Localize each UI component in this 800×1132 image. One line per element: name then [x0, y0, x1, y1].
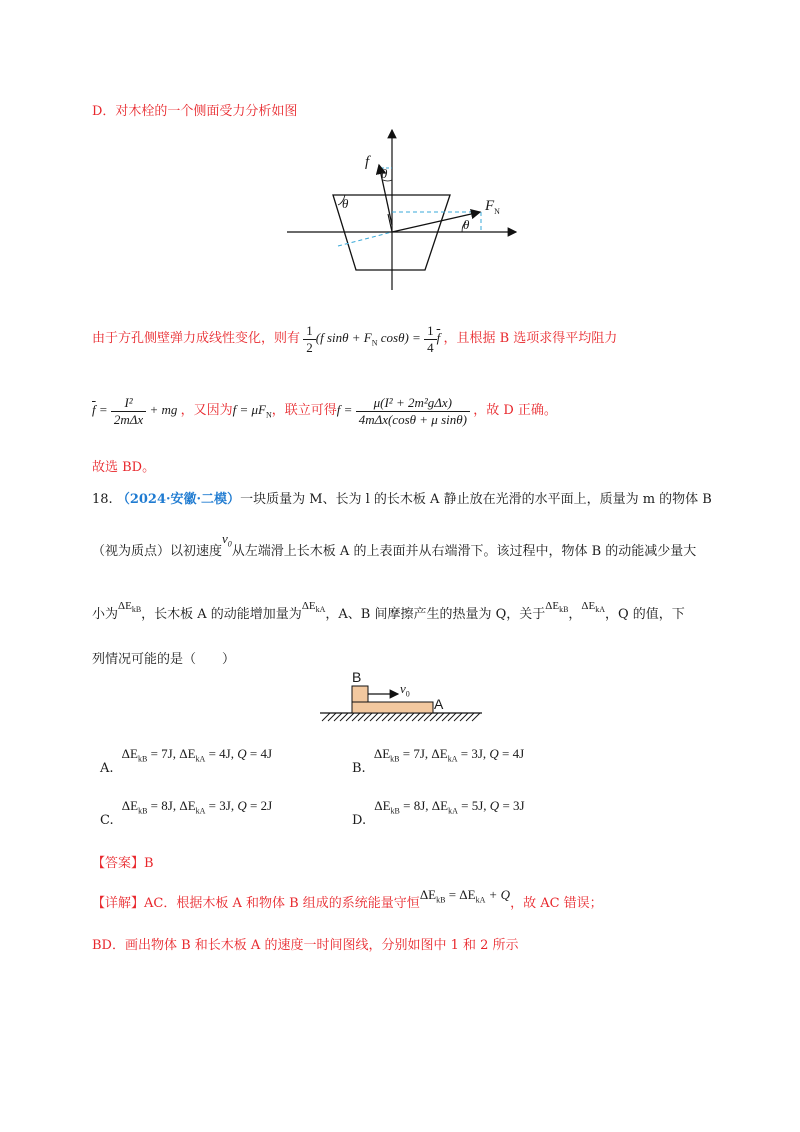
explain-line-1: 由于方孔侧壁弹力成线性变化，则有 $\frac{1}{2}$ (f $\sin\theta + F_N$ cosθ) = $\frac{1}{4}$ $\overline{f}$ ，且根据 B 选项求得平均阻力	[92, 322, 618, 355]
label-v0: $v_0$	[400, 681, 410, 699]
label-f: f	[365, 154, 370, 170]
ground-hatching	[322, 713, 480, 721]
q18-line-3: 小为$^{\Delta E_{kB}}$，长木板 A 的动能增加量为$^{\Delta E_{kA}}$，A、B 间摩擦产生的热量为 Q，关于$^{\Delta E_{kB}}$，$^{\Delta E_{kA}}$，Q 的值，下	[92, 600, 685, 622]
block-b	[352, 686, 368, 702]
q18-line-2: （视为质点）以初速度$v_0$从左端滑上长木板 A 的上表面并从右端滑下。该过程中，物体 B 的动能减少量大	[92, 531, 697, 559]
option-b[interactable]: B. $\Delta E_{kB} = 7J$, $\Delta E_{kA} = 3J$, Q = 4J	[352, 746, 525, 776]
board-a	[352, 702, 433, 713]
label-theta-top: θ	[381, 166, 388, 181]
answer: 【答案】B	[92, 856, 154, 871]
q18-line-4: 列情况可能的是（ ）	[92, 652, 236, 667]
label-theta-left: θ	[342, 196, 349, 211]
label-a: A	[434, 696, 444, 712]
option-d-heading: D．对木栓的一个侧面受力分析如图	[92, 104, 298, 119]
conclusion: 故选 BD。	[92, 460, 156, 475]
detail-line-1: 【详解】AC．根据木板 A 和物体 B 组成的系统能量守恒$\Delta E_{kB} = \Delta E_{kA} + Q$，故 AC 错误；	[92, 887, 603, 911]
label-theta-right: θ	[463, 217, 470, 232]
q18-line-1: 18. （2024·安徽·二模）一块质量为 M、长为 l 的长木板 A 静止放在光滑的水平面上，质量为 m 的物体 B	[92, 492, 712, 507]
option-d[interactable]: D. $\Delta E_{kB} = 8J$, $\Delta E_{kA} = 5J$, Q = 3J	[352, 798, 525, 828]
option-a[interactable]: A. $\Delta E_{kB} = 7J$, $\Delta E_{kA} = 4J$, Q = 4J	[100, 746, 273, 776]
option-c[interactable]: C. $\Delta E_{kB} = 8J$, $\Delta E_{kA} = 3J$, Q = 2J	[100, 798, 273, 828]
explain-line-2: $\overline{f}$ = $\frac{\text{I²}}{\text{2mΔx}}$ + mg ，又因为$f = \mu F_N$，联立可得f = $\frac{\text{μ(I² + 2m²gΔx)}}{\text{4mΔx(cosθ + μ sinθ)}}$ ，故 D 正确。	[92, 394, 557, 427]
label-b: B	[352, 669, 362, 685]
label-fn: $F_N$	[485, 198, 500, 216]
q18-source: （2024·安徽·二模）	[116, 492, 241, 507]
detail-line-2: BD．画出物体 B 和长木板 A 的速度一时间图线，分别如图中 1 和 2 所示	[92, 938, 519, 953]
